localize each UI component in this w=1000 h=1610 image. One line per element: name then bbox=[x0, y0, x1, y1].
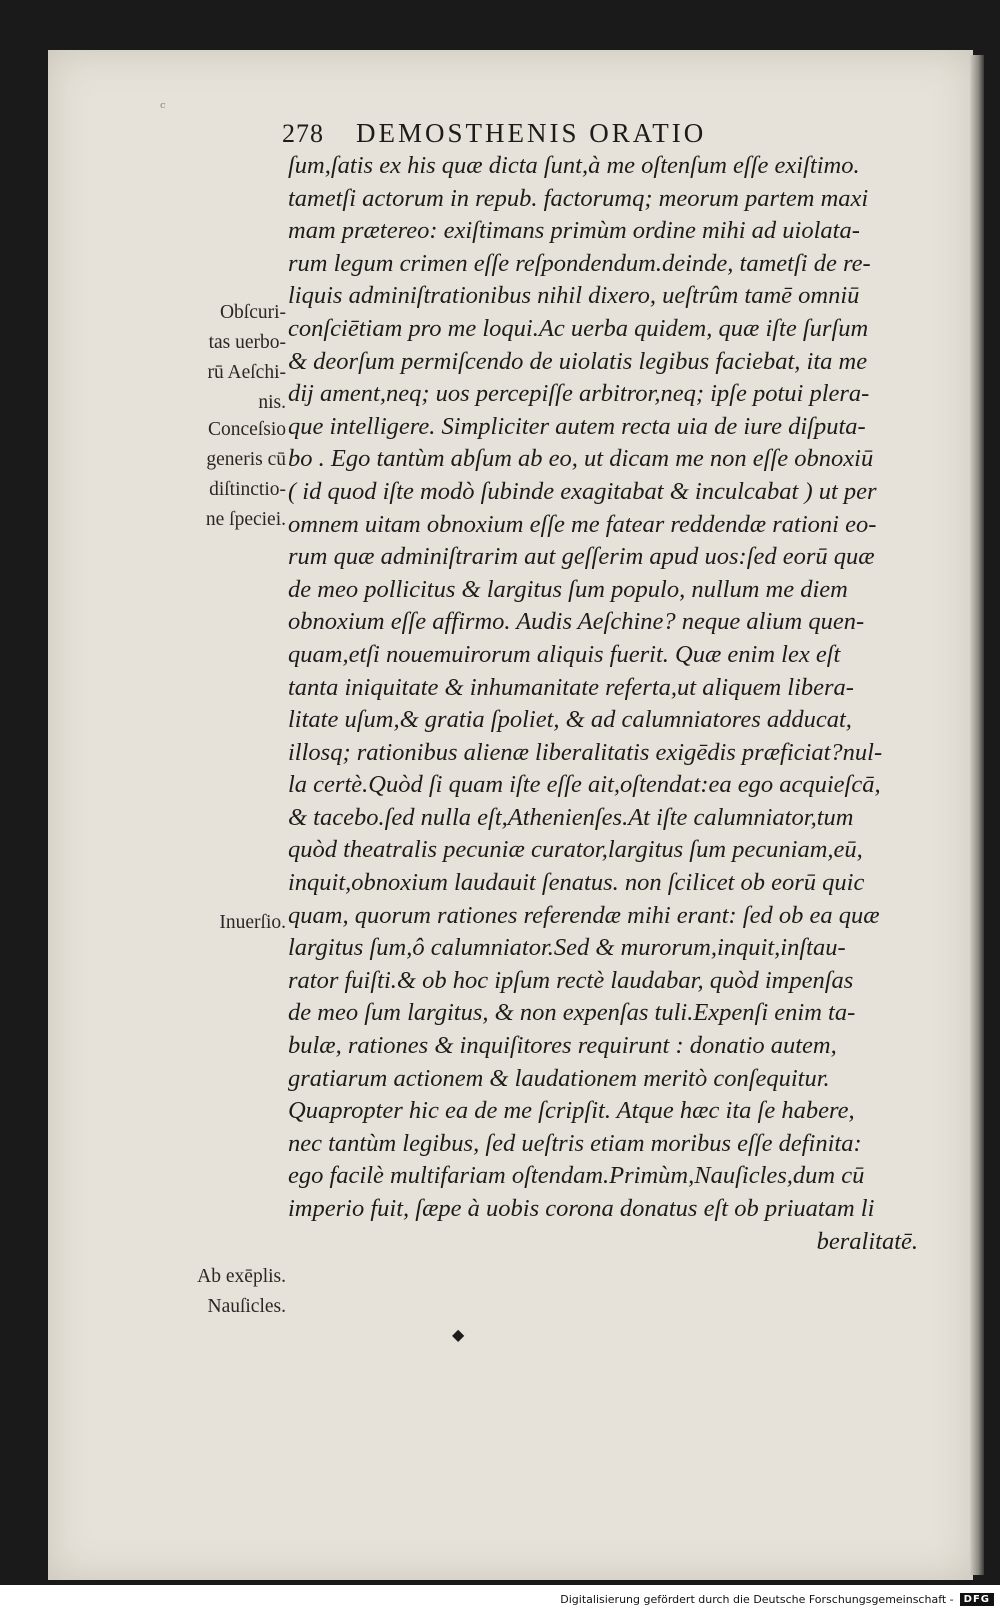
margin-note-line: Inuerſio. bbox=[219, 912, 286, 933]
body-line: & tacebo.ſed nulla eſt,Athenienſes.At iſte calumniator,tum bbox=[288, 803, 854, 831]
body-line: bulæ, rationes & inquiſitores requirunt : donatio autem, bbox=[288, 1032, 837, 1060]
body-line: tanta iniquitate & inhumanitate referta,ut aliquem libera- bbox=[288, 673, 854, 701]
body-line: omnem uitam obnoxium eſſe me fatear reddendæ rationi eo- bbox=[288, 510, 877, 538]
margin-note-obscuritas bbox=[150, 298, 286, 418]
body-line: quam, quorum rationes referendæ mihi erant: ſed ob ea quæ bbox=[288, 901, 880, 929]
body-line: rator fuiſti.& ob hoc ipſum rectè laudabar, quòd impenſas bbox=[288, 966, 854, 994]
page-edge bbox=[970, 55, 984, 1575]
body-line: rum quæ adminiſtrarim aut geſſerim apud uos:ſed eorū quæ bbox=[288, 543, 875, 571]
stray-mark: ᶜ bbox=[160, 98, 166, 117]
footer-credit: Digitalisierung gefördert durch die Deutsche Forschungsgemeinschaft - bbox=[560, 1592, 954, 1606]
body-line: quòd theatralis pecuniæ curator,largitus ſum pecuniam,eū, bbox=[288, 836, 863, 864]
body-line: imperio fuit, ſæpe à uobis corona donatus eſt ob priuatam li bbox=[288, 1195, 875, 1222]
digitization-footer bbox=[0, 1588, 1000, 1610]
margin-note-line: Obſcuri- bbox=[219, 302, 286, 323]
margin-note-ab-exemplis bbox=[150, 1262, 286, 1322]
body-line: nec tantùm legibus, ſed ueſtris etiam moribus eſſe definita: bbox=[288, 1129, 862, 1157]
body-line: dij ament,neq; uos percepiſſe arbitror,neq; ipſe potui plera- bbox=[288, 380, 870, 408]
body-line: ſum,ſatis ex his quæ dicta ſunt,à me oſtenſum eſſe exiſtimo. bbox=[288, 152, 860, 179]
body-line: ego facilè multifariam oſtendam.Primùm,Nauſicles,dum cū bbox=[288, 1162, 865, 1190]
body-line: tametſi actorum in repub. factorumq; meorum partem maxi bbox=[288, 184, 869, 212]
body-line: & deorſum permiſcendo de uiolatis legibus faciebat, ita me bbox=[288, 347, 868, 375]
body-line: liquis adminiſtrationibus nihil dixero, ueſtrûm tamē omniū bbox=[288, 282, 860, 310]
body-line: inquit,obnoxium laudauit ſenatus. non ſcilicet ob eorū quic bbox=[288, 869, 865, 897]
body-line: conſciētiam pro me loqui.Ac uerba quidem, quæ iſte ſurſum bbox=[288, 314, 869, 342]
body-line: bo . Ego tantùm abſum ab eo, ut dicam me non eſſe obnoxiū bbox=[288, 445, 874, 473]
body-line: largitus ſum,ô calumniator.Sed & murorum,inquit,inſtau- bbox=[288, 934, 846, 962]
body-line: que intelligere. Simpliciter autem recta uia de iure diſputa- bbox=[288, 412, 866, 440]
page-number: 278 bbox=[282, 119, 324, 148]
margin-note-inuersio bbox=[150, 908, 286, 938]
body-line: illosq; rationibus alienæ liberalitatis exigēdis præficiat?nul- bbox=[288, 738, 883, 766]
body-line: quam,etſi nouemuirorum aliquis fuerit. Quæ enim lex eſt bbox=[288, 640, 841, 668]
margin-note-line: Conceſsio bbox=[208, 419, 286, 440]
margin-note-line: diſtinctio- bbox=[209, 479, 286, 500]
dfg-logo: DFG bbox=[960, 1593, 994, 1606]
margin-note-line: Nauſicles. bbox=[207, 1296, 286, 1317]
body-line: mam prætereo: exiſtimans primùm ordine mihi ad uiolata- bbox=[288, 217, 860, 245]
ornament-mark: ◆ bbox=[452, 1325, 465, 1344]
body-line: de meo pollicitus & largitus ſum populo, nullum me diem bbox=[288, 575, 848, 603]
page-header bbox=[282, 118, 862, 152]
body-text bbox=[288, 150, 928, 1258]
body-line: la certè.Quòd ſi quam iſte eſſe ait,oſtendat:ea ego acquieſcā, bbox=[288, 771, 881, 799]
margin-note-concessio bbox=[150, 415, 286, 535]
body-line: beralitatē. bbox=[816, 1227, 918, 1255]
margin-note-line: rū Aeſchi- bbox=[207, 362, 286, 383]
body-line: gratiarum actionem & laudationem meritò conſequitur. bbox=[288, 1064, 830, 1092]
body-line: Quapropter hic ea de me ſcripſit. Atque hæc ita ſe habere, bbox=[288, 1097, 855, 1125]
margin-note-line: ne ſpeciei. bbox=[205, 509, 286, 530]
body-line: obnoxium eſſe affirmo. Audis Aeſchine? neque alium quen- bbox=[288, 608, 865, 636]
body-line: de meo ſum largitus, & non expenſas tuli.Expenſi enim ta- bbox=[288, 999, 856, 1027]
body-line: litate uſum,& gratia ſpoliet, & ad calumniatores adducat, bbox=[288, 706, 852, 734]
margin-note-line: generis cū bbox=[206, 449, 286, 470]
margin-note-line: tas uerbo- bbox=[208, 332, 286, 353]
body-line: ( id quod iſte modò ſubinde exagitabat & inculcabat ) ut per bbox=[288, 477, 877, 505]
margin-note-line: Ab exēplis. bbox=[197, 1266, 286, 1287]
body-line: rum legum crimen eſſe reſpondendum.deinde, tametſi de re- bbox=[288, 249, 871, 277]
margin-note-line: nis. bbox=[258, 392, 286, 413]
running-title: DEMOSTHENIS ORATIO bbox=[356, 118, 707, 148]
